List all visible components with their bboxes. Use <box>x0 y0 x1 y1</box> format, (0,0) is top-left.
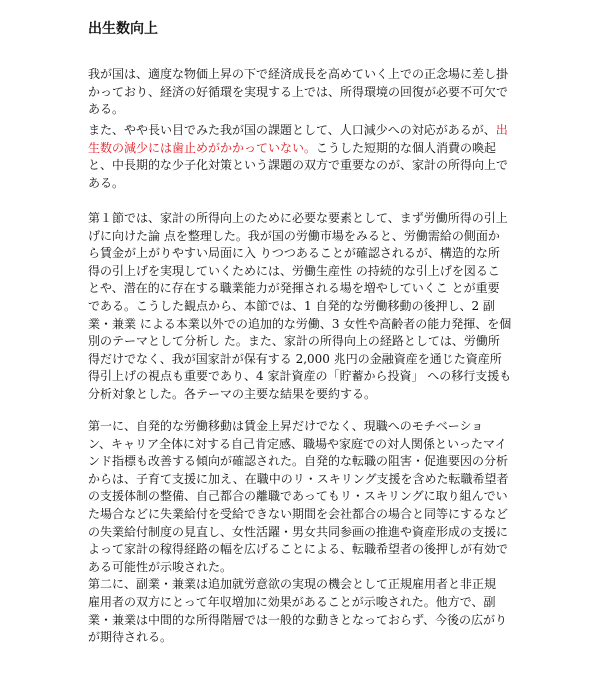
text-line: ンド指標も改善する傾向が確認された。自発的な転職の阻害・促進要因の分析 <box>88 454 509 469</box>
text-line: 雇用者の双方にとって年収増加に効果があることが示唆された。他方で、副 <box>88 594 496 609</box>
text-line: ある可能性が示唆された。 <box>88 559 233 574</box>
text-segment: こうした短期的な個人消費の喚起 <box>316 140 497 155</box>
text-line: 業・兼業は中間的な所得階層では一般的な動きとなっておらず、今後の広がり <box>88 612 508 627</box>
text-line: よって家計の稼得経路の幅を広げることによる、転職希望者の後押しが有効で <box>88 542 509 557</box>
paragraph-section1 <box>88 210 518 404</box>
text-line: ら賃金が上がりやすい局面に入 りつつあることが確認されるが、構造的な所 <box>88 246 500 261</box>
text-line: げに向けた論 点を整理した。我が国の労働市場をみると、労働需給の側面か <box>88 228 500 243</box>
text-line: 業・兼業 による本業以外での追加的な労働、3 女性や高齢者の能力発揮、を個 <box>88 316 512 331</box>
paragraph-intro <box>88 66 518 119</box>
text-line: 第１節では、家計の所得向上のために必要な要素として、まず労働所得の引上 <box>88 211 508 225</box>
text-line: 第二に、副業・兼業は追加就労意欲の実現の機会として正規雇用者と非正規 <box>88 577 497 592</box>
text-line: かっており、経済の好循環を実現する上では、所得環境の回復が必要不可欠で <box>88 84 509 99</box>
text-line: 第一に、自発的な労働移動は賃金上昇だけでなく、現職へのモチベーショ <box>88 419 484 433</box>
text-line: である。こうした観点から、本節では、1 自発的な労働移動の後押し、2 副 <box>88 298 495 313</box>
text-line: 得の引上げを実現していくためには、労働生産性 の持続的な引上げを図るこ <box>88 263 500 278</box>
paragraph-findings <box>88 418 518 647</box>
text-line: た場合などに失業給付を受給できない期間を会社都合の場合と同等にするなど <box>88 506 509 521</box>
highlight-text: 生数の減少には歯止めがかかっていない。 <box>88 140 317 155</box>
text-line: と、中長期的な少子化対策という課題の双方で重要なのが、家計の所得向上で <box>88 158 509 173</box>
text-line: が期待される。 <box>88 630 173 645</box>
text-segment: また、やや長い目でみた我が国の課題として、人口減少への対応があるが、 <box>88 123 496 137</box>
text-line: ある。 <box>88 175 125 190</box>
text-line <box>88 140 518 158</box>
text-line: からは、子育て支援に加え、在職中のリ・スキリング支援を含めた転職希望者 <box>88 471 509 486</box>
text-line: の支援体制の整備、自己都合の離職であってもリ・スキリングに取り組んでい <box>88 489 508 504</box>
text-line: 得だけでなく、我が国家計が保有する 2,000 兆円の金融資産を通じた資産所 <box>88 351 502 366</box>
text-line: 分析対象とした。各テーマの主要な結果を要約する。 <box>88 386 377 401</box>
text-line: 得引上げの視点も重要であり、4 家計資産の「貯蓄から投資」 への移行支援も <box>88 369 512 384</box>
text-line: とや、潜在的に存在する職業能力が発揮される場を増やしていくこ とが重要 <box>88 281 500 296</box>
text-line: の失業給付制度の見直し、女性活躍・男女共同参画の推進や資産形成の支援に <box>88 524 509 539</box>
text-line: ン、キャリア全体に対する自己肯定感、職場や家庭での対人関係といったマイ <box>88 436 507 451</box>
text-line: 別のテーマとして分析し た。また、家計の所得向上の経路としては、労働所 <box>88 334 500 349</box>
text-line: ある。 <box>88 102 125 117</box>
text-line: 我が国は、適度な物価上昇の下で経済成長を高めていく上での正念場に差し掛 <box>88 67 509 81</box>
paragraph-issue <box>88 122 518 192</box>
page-title: 出生数向上 <box>88 21 158 37</box>
text-line <box>88 122 518 140</box>
highlight-text: 出 <box>495 123 508 137</box>
